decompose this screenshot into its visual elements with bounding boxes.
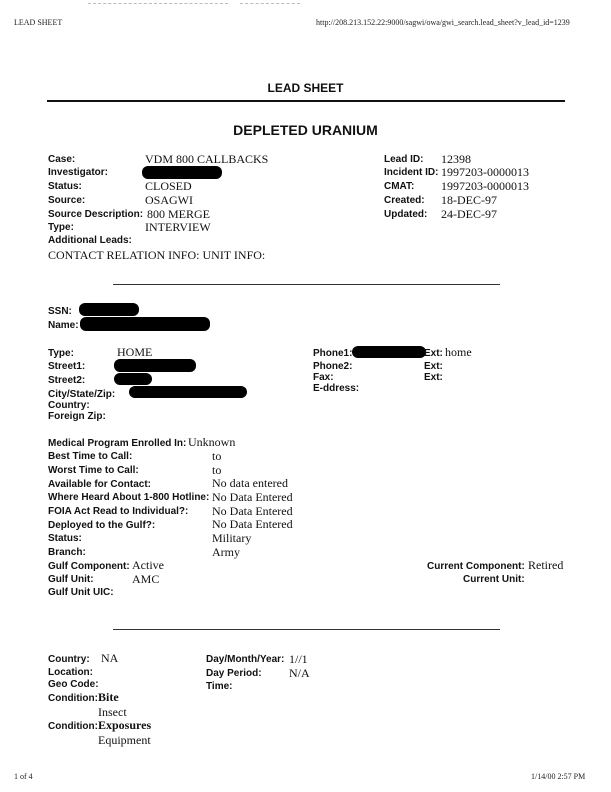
section-divider <box>113 284 500 285</box>
incident-country-label: Country: <box>48 654 90 665</box>
branch-value: Army <box>212 545 240 559</box>
condition-value: Bite <box>98 690 119 704</box>
cmat-value: 1997203-0000013 <box>441 179 529 193</box>
header-divider <box>240 3 300 4</box>
city-state-zip-label: City/State/Zip: <box>48 389 116 400</box>
condition-label: Condition: <box>48 693 98 704</box>
deployed-label: Deployed to the Gulf?: <box>48 520 156 531</box>
cmat-label: CMAT: <box>384 181 415 192</box>
street2-label: Street2: <box>48 375 86 386</box>
redaction-investigator <box>142 166 222 179</box>
redaction-name <box>80 317 210 331</box>
military-status-label: Status: <box>48 533 82 544</box>
incident-id-value: 1997203-0000013 <box>441 165 529 179</box>
available-value: No data entered <box>212 476 288 490</box>
case-label: Case: <box>48 154 76 165</box>
medical-program-label: Medical Program Enrolled In: <box>48 438 187 449</box>
geo-code-label: Geo Code: <box>48 679 99 690</box>
ext1-label: Ext: <box>424 348 443 359</box>
foia-value: No Data Entered <box>212 504 293 518</box>
foreign-zip-label: Foreign Zip: <box>48 411 106 422</box>
day-period-label: Day Period: <box>206 668 262 679</box>
condition-detail: Equipment <box>98 733 151 747</box>
type-value: INTERVIEW <box>145 220 211 234</box>
current-component-value: Retired <box>528 558 564 572</box>
source-description-value: 800 MERGE <box>147 207 210 221</box>
gulf-component-value: Active <box>132 558 164 572</box>
condition-value: Exposures <box>98 718 152 732</box>
location-label: Location: <box>48 667 93 678</box>
created-label: Created: <box>384 195 425 206</box>
best-time-value: to <box>212 449 222 463</box>
source-description-label: Source Description: <box>48 209 144 220</box>
contact-relation-line: CONTACT RELATION INFO: UNIT INFO: <box>48 248 266 262</box>
gulf-component-label: Gulf Component: <box>48 561 130 572</box>
lead-id-value: 12398 <box>441 152 471 166</box>
phone2-label: Phone2: <box>313 361 353 372</box>
foia-label: FOIA Act Read to Individual?: <box>48 506 189 517</box>
title-rule <box>47 100 565 102</box>
document-subject: DEPLETED URANIUM <box>233 122 378 138</box>
gulf-unit-label: Gulf Unit: <box>48 574 94 585</box>
gulf-unit-uic-label: Gulf Unit UIC: <box>48 587 114 598</box>
investigator-label: Investigator: <box>48 167 109 178</box>
email-label: E-ddress: <box>313 383 360 394</box>
additional-leads-label: Additional Leads: <box>48 235 132 246</box>
name-label: Name: <box>48 320 79 331</box>
worst-time-value: to <box>212 463 222 477</box>
phone1-label: Phone1: <box>313 348 353 359</box>
ext1-value: home <box>445 345 472 359</box>
medical-program-value: Unknown <box>188 435 236 449</box>
source-label: Source: <box>48 195 86 206</box>
fax-label: Fax: <box>313 372 334 383</box>
lead-id-label: Lead ID: <box>384 154 424 165</box>
best-time-label: Best Time to Call: <box>48 451 133 462</box>
street1-label: Street1: <box>48 361 86 372</box>
current-component-label: Current Component: <box>427 561 525 572</box>
redaction-ssn <box>79 303 139 316</box>
source-value: OSAGWI <box>145 193 193 207</box>
condition-detail: Insect <box>98 705 127 719</box>
ext3-label: Ext: <box>424 372 443 383</box>
incident-id-label: Incident ID: <box>384 167 439 178</box>
address-type-value: HOME <box>117 345 153 359</box>
print-url[interactable]: http://208.213.152.22:9000/sagwi/owa/gwi_search.lead_sheet?v_lead_id=1239 <box>316 18 570 27</box>
type-label: Type: <box>48 222 74 233</box>
section-divider <box>113 629 500 630</box>
address-type-label: Type: <box>48 348 74 359</box>
current-unit-label: Current Unit: <box>463 574 525 585</box>
deployed-value: No Data Entered <box>212 517 293 531</box>
military-status-value: Military <box>212 531 252 545</box>
hotline-label: Where Heard About 1-800 Hotline: <box>48 492 210 503</box>
country-label: Country: <box>48 400 90 411</box>
redaction-street2 <box>114 373 152 385</box>
updated-label: Updated: <box>384 209 428 220</box>
page-title: LEAD SHEET <box>267 81 344 95</box>
condition-label: Condition: <box>48 721 98 732</box>
incident-country-value: NA <box>101 651 119 665</box>
created-value: 18-DEC-97 <box>441 193 497 207</box>
time-label: Time: <box>206 681 233 692</box>
redaction-city-state-zip <box>129 386 247 398</box>
header-divider <box>88 3 228 4</box>
print-page-title: LEAD SHEET <box>14 18 63 27</box>
day-period-value: N/A <box>289 666 310 680</box>
hotline-value: No Data Entered <box>212 490 293 504</box>
case-value: VDM 800 CALLBACKS <box>145 152 269 166</box>
worst-time-label: Worst Time to Call: <box>48 465 139 476</box>
updated-value: 24-DEC-97 <box>441 207 497 221</box>
redaction-street1 <box>114 359 196 372</box>
redaction-phone1 <box>352 346 426 358</box>
page-number: 1 of 4 <box>14 772 33 781</box>
day-month-year-value: 1//1 <box>289 652 308 666</box>
ssn-label: SSN: <box>48 306 72 317</box>
branch-label: Branch: <box>48 547 86 558</box>
status-label: Status: <box>48 181 82 192</box>
day-month-year-label: Day/Month/Year: <box>206 654 285 665</box>
status-value: CLOSED <box>145 179 192 193</box>
ext2-label: Ext: <box>424 361 443 372</box>
available-label: Available for Contact: <box>48 479 151 490</box>
print-timestamp: 1/14/00 2:57 PM <box>531 772 586 781</box>
gulf-unit-value: AMC <box>132 572 160 586</box>
